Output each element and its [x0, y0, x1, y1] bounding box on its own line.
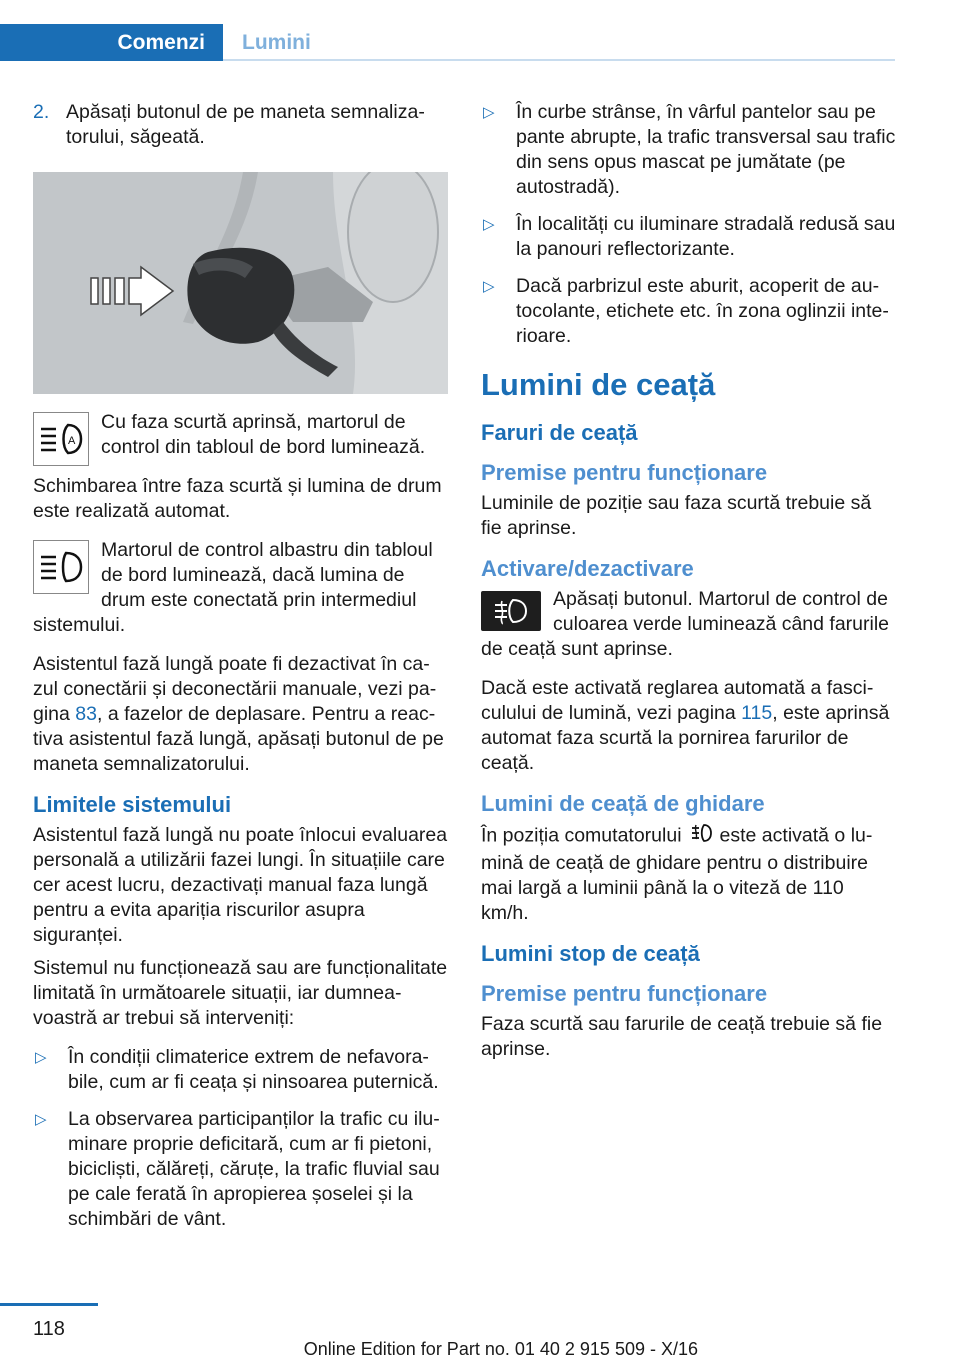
high-beam-block — [33, 538, 448, 652]
step-text: Apăsați butonul de pe maneta semnalizatorului, săgeată. — [66, 101, 425, 148]
guide-text-b: este activată o lumină de ceață de ghidare pentru o distribuire mai largă a luminii până la o viteză de 110 km/h. — [481, 824, 873, 924]
switching-text: Schimbarea între faza scurtă și lumina de drum este realizată automat. — [33, 475, 442, 522]
list-item — [481, 212, 896, 262]
fog-guide-switch-icon — [690, 822, 712, 851]
right-column — [481, 100, 896, 1076]
bullet-triangle-icon: ▷ — [483, 216, 495, 233]
lever-illustration — [33, 172, 448, 394]
bullet-text: La observarea participanților la trafic cu iluminare proprie deficitară, cum ar fi pietoni, bicicliști, călăreți, căruțe, la trafic fluvial sau pe cale ferată în apropierea șoselei și la schimbări de vânt. — [68, 1108, 440, 1230]
assist-paragraph — [33, 652, 448, 777]
page-83-link[interactable]: 83 — [75, 703, 97, 725]
limits-heading: Limitele sistemului — [33, 792, 232, 817]
low-beam-text: Cu faza scurtă aprinsă, martorul de control din tabloul de bord luminează. — [101, 411, 426, 458]
footer-divider — [0, 1303, 98, 1306]
adaptive-text-b: , este aprinsă automat faza scurtă la pornirea farurilor de ceață. — [481, 702, 890, 774]
edition-footer: Online Edition for Part no. 01 40 2 915 509 - X/16 — [303, 1339, 698, 1359]
bullet-text: În localități cu iluminare stradală redusă sau la panouri reflectorizante. — [516, 213, 896, 260]
header-divider — [223, 59, 895, 61]
tab-lumini[interactable]: Lumini — [242, 30, 311, 54]
bullet-text: Dacă parbrizul este aburit, acoperit de autocolante, etichete etc. în zona oglinzii interioare. — [516, 275, 889, 347]
guide-paragraph — [481, 822, 896, 926]
low-beam-indicator-icon — [33, 412, 89, 466]
assist-text-b: , a fazelor de deplasare. Pentru a reactiva asistentul fază lungă, apăsați butonul de pe maneta semnalizatorului. — [33, 703, 444, 775]
bullet-triangle-icon: ▷ — [35, 1049, 47, 1066]
activation-heading: Activare/dezactivare — [481, 556, 694, 581]
bullet-text: În condiții climaterice extrem de nefavorabile, cum ar fi ceața și ninsoarea puternică. — [68, 1046, 439, 1093]
step-number: 2. — [33, 101, 50, 123]
bullet-text: În curbe strânse, în vârful pantelor sau pe pante abrupte, la trafic transversal sau trafic din sens opus mascat pe jumătate (pe autostradă). — [516, 101, 896, 198]
guide-text-a: În poziția comutatorului — [481, 824, 682, 847]
section-title: Lumini de ceață — [481, 367, 716, 402]
activation-text: Apăsați butonul. Martorul de control de culoarea verde luminează când farurile de ceață sunt aprinse. — [481, 588, 890, 660]
prereq-text-2: Faza scurtă sau farurile de ceață trebuie să fie aprinse. — [481, 1013, 883, 1060]
header-bar — [0, 0, 895, 62]
prereq-text: Luminile de poziție sau faza scurtă trebuie să fie aprinse. — [481, 492, 872, 539]
fog-lights-heading: Faruri de ceață — [481, 420, 638, 445]
bullet-triangle-icon: ▷ — [483, 104, 495, 121]
list-item — [481, 100, 896, 200]
list-item — [33, 1045, 448, 1095]
low-beam-block — [33, 410, 448, 474]
limits-text-2: Sistemul nu funcționează sau are funcționalitate limitată în următoarele situații, iar dumneavoastră ar trebui să interveniți: — [33, 957, 448, 1029]
page-number: 118 — [33, 1318, 65, 1340]
tab-comenzi[interactable]: Comenzi — [0, 24, 223, 61]
limits-text-1: Asistentul fază lungă nu poate înlocui evaluarea personală a utilizării fazei lungi. În situațiile care cer acest lucru, dezactivați manual faza lungă pentru a evita apariția riscurilor asupra siguranței. — [33, 824, 448, 946]
svg-text:A: A — [68, 435, 76, 447]
rear-fog-heading: Lumini stop de ceață — [481, 941, 700, 966]
list-item — [481, 274, 896, 349]
bullet-triangle-icon: ▷ — [35, 1111, 47, 1128]
high-beam-indicator-icon — [33, 540, 89, 594]
assist-text-a: Asistentul fază lungă poate fi dezactivat în cazul conectării și deconectării manuale, vezi pagina — [33, 653, 437, 725]
step-item — [33, 100, 448, 150]
prereq-heading: Premise pentru funcționare — [481, 460, 768, 485]
adaptive-text-a: Dacă este activată reglarea automată a fasciculului de lumină, vezi pagina — [481, 677, 874, 724]
blue-indicator-text: Martorul de control albastru din tabloul de bord luminează, dacă lumina de drum este conectată prin intermediul sistemului. — [33, 539, 433, 636]
list-item — [33, 1107, 448, 1232]
activation-block — [481, 587, 896, 676]
adaptive-paragraph — [481, 676, 896, 776]
page-115-link[interactable]: 115 — [741, 702, 773, 724]
bullet-triangle-icon: ▷ — [483, 278, 495, 295]
left-column — [33, 100, 448, 1244]
guide-heading: Lumini de ceață de ghidare — [481, 791, 765, 816]
fog-light-button-icon — [481, 591, 541, 631]
prereq-heading-2: Premise pentru funcționare — [481, 981, 768, 1006]
turn-signal-lever-photo — [33, 172, 448, 394]
